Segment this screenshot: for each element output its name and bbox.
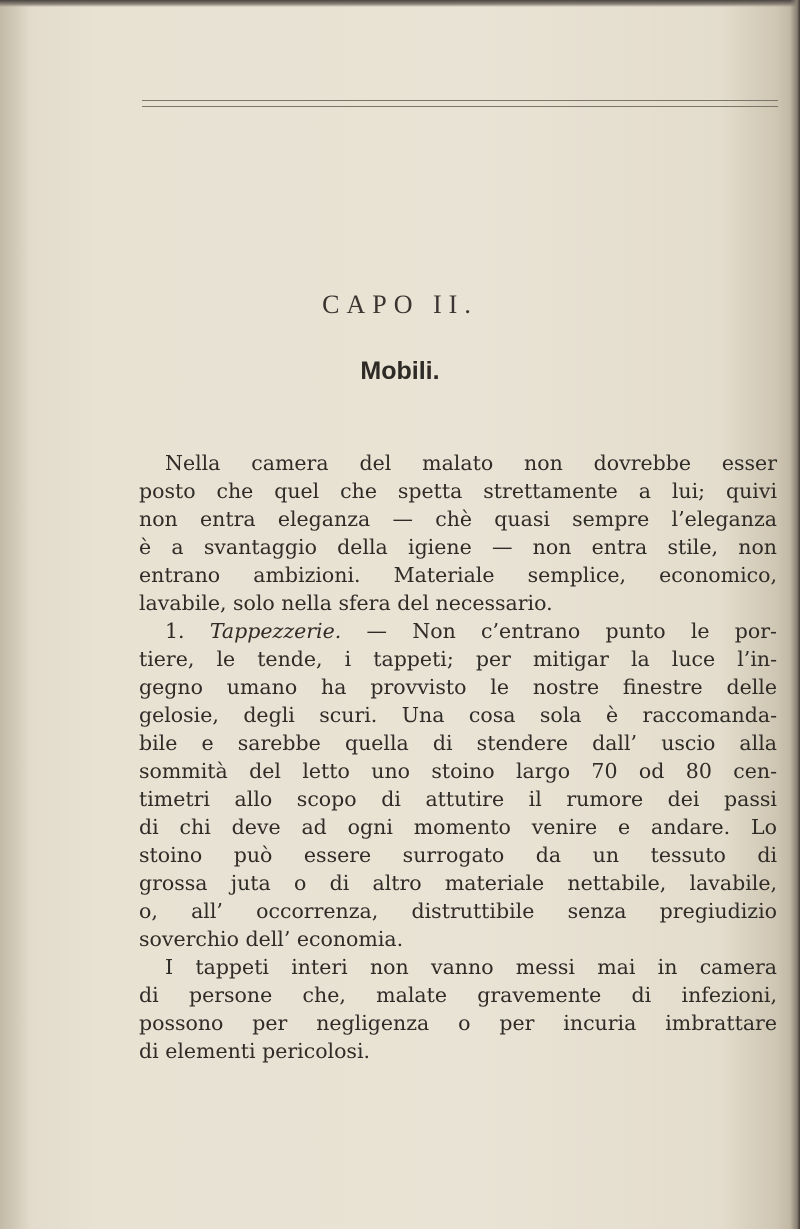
section-1-line — [139, 617, 777, 645]
text-line: gegno umano ha provvisto le nostre finestre delle — [139, 675, 777, 699]
text-line: lavabile, solo nella sfera del necessario. — [139, 591, 553, 615]
text-line: tiere, le tende, i tappeti; per mitigar la luce l’in- — [139, 647, 777, 671]
header-rule-bottom — [142, 106, 778, 107]
page-top-edge — [0, 0, 800, 7]
text-line: posto che quel che spetta strettamente a lui; quivi — [139, 479, 777, 503]
text-line: possono per negligenza o per incuria imbrattare — [139, 1011, 777, 1035]
text-line: grossa juta o di altro materiale nettabile, lavabile, — [139, 871, 777, 895]
text-line: sommità del letto uno stoino largo 70 od 80 cen- — [139, 759, 777, 783]
chapter-heading: CAPO II. — [322, 290, 478, 319]
body-text — [139, 449, 777, 1065]
text-line: soverchio dell’ economia. — [139, 927, 404, 951]
section-heading: Tappezzerie. — [209, 619, 342, 643]
text-line: non entra eleganza — chè quasi sempre l’eleganza — [139, 507, 777, 531]
text-line: timetri allo scopo di attutire il rumore dei passi — [139, 787, 777, 811]
text-line: è a svantaggio della igiene — non entra stile, non — [139, 535, 777, 559]
section-title: Mobili. — [360, 357, 440, 385]
text-line: di persone che, malate gravemente di infezioni, — [139, 983, 777, 1007]
page-right-edge — [790, 0, 800, 1229]
text-line: di chi deve ad ogni momento venire e andare. Lo — [139, 815, 777, 839]
text-line: entrano ambizioni. Materiale semplice, economico, — [139, 563, 777, 587]
text-line: gelosie, degli scuri. Una cosa sola è raccomanda- — [139, 703, 777, 727]
text-line: stoino può essere surrogato da un tessuto di — [139, 843, 777, 867]
header-rule-top — [142, 100, 778, 101]
section-number: 1. — [165, 619, 185, 643]
page-gutter-shadow — [0, 0, 30, 1229]
text-line: bile e sarebbe quella di stendere dall’ uscio alla — [139, 731, 777, 755]
text-line: I tappeti interi non vanno messi mai in camera — [165, 955, 777, 979]
text-line: o, all’ occorrenza, distruttibile senza pregiudizio — [139, 899, 777, 923]
section-text: — Non c’entrano punto le por- — [366, 619, 777, 643]
text-line: Nella camera del malato non dovrebbe esser — [165, 451, 777, 475]
text-line: di elementi pericolosi. — [139, 1039, 371, 1063]
